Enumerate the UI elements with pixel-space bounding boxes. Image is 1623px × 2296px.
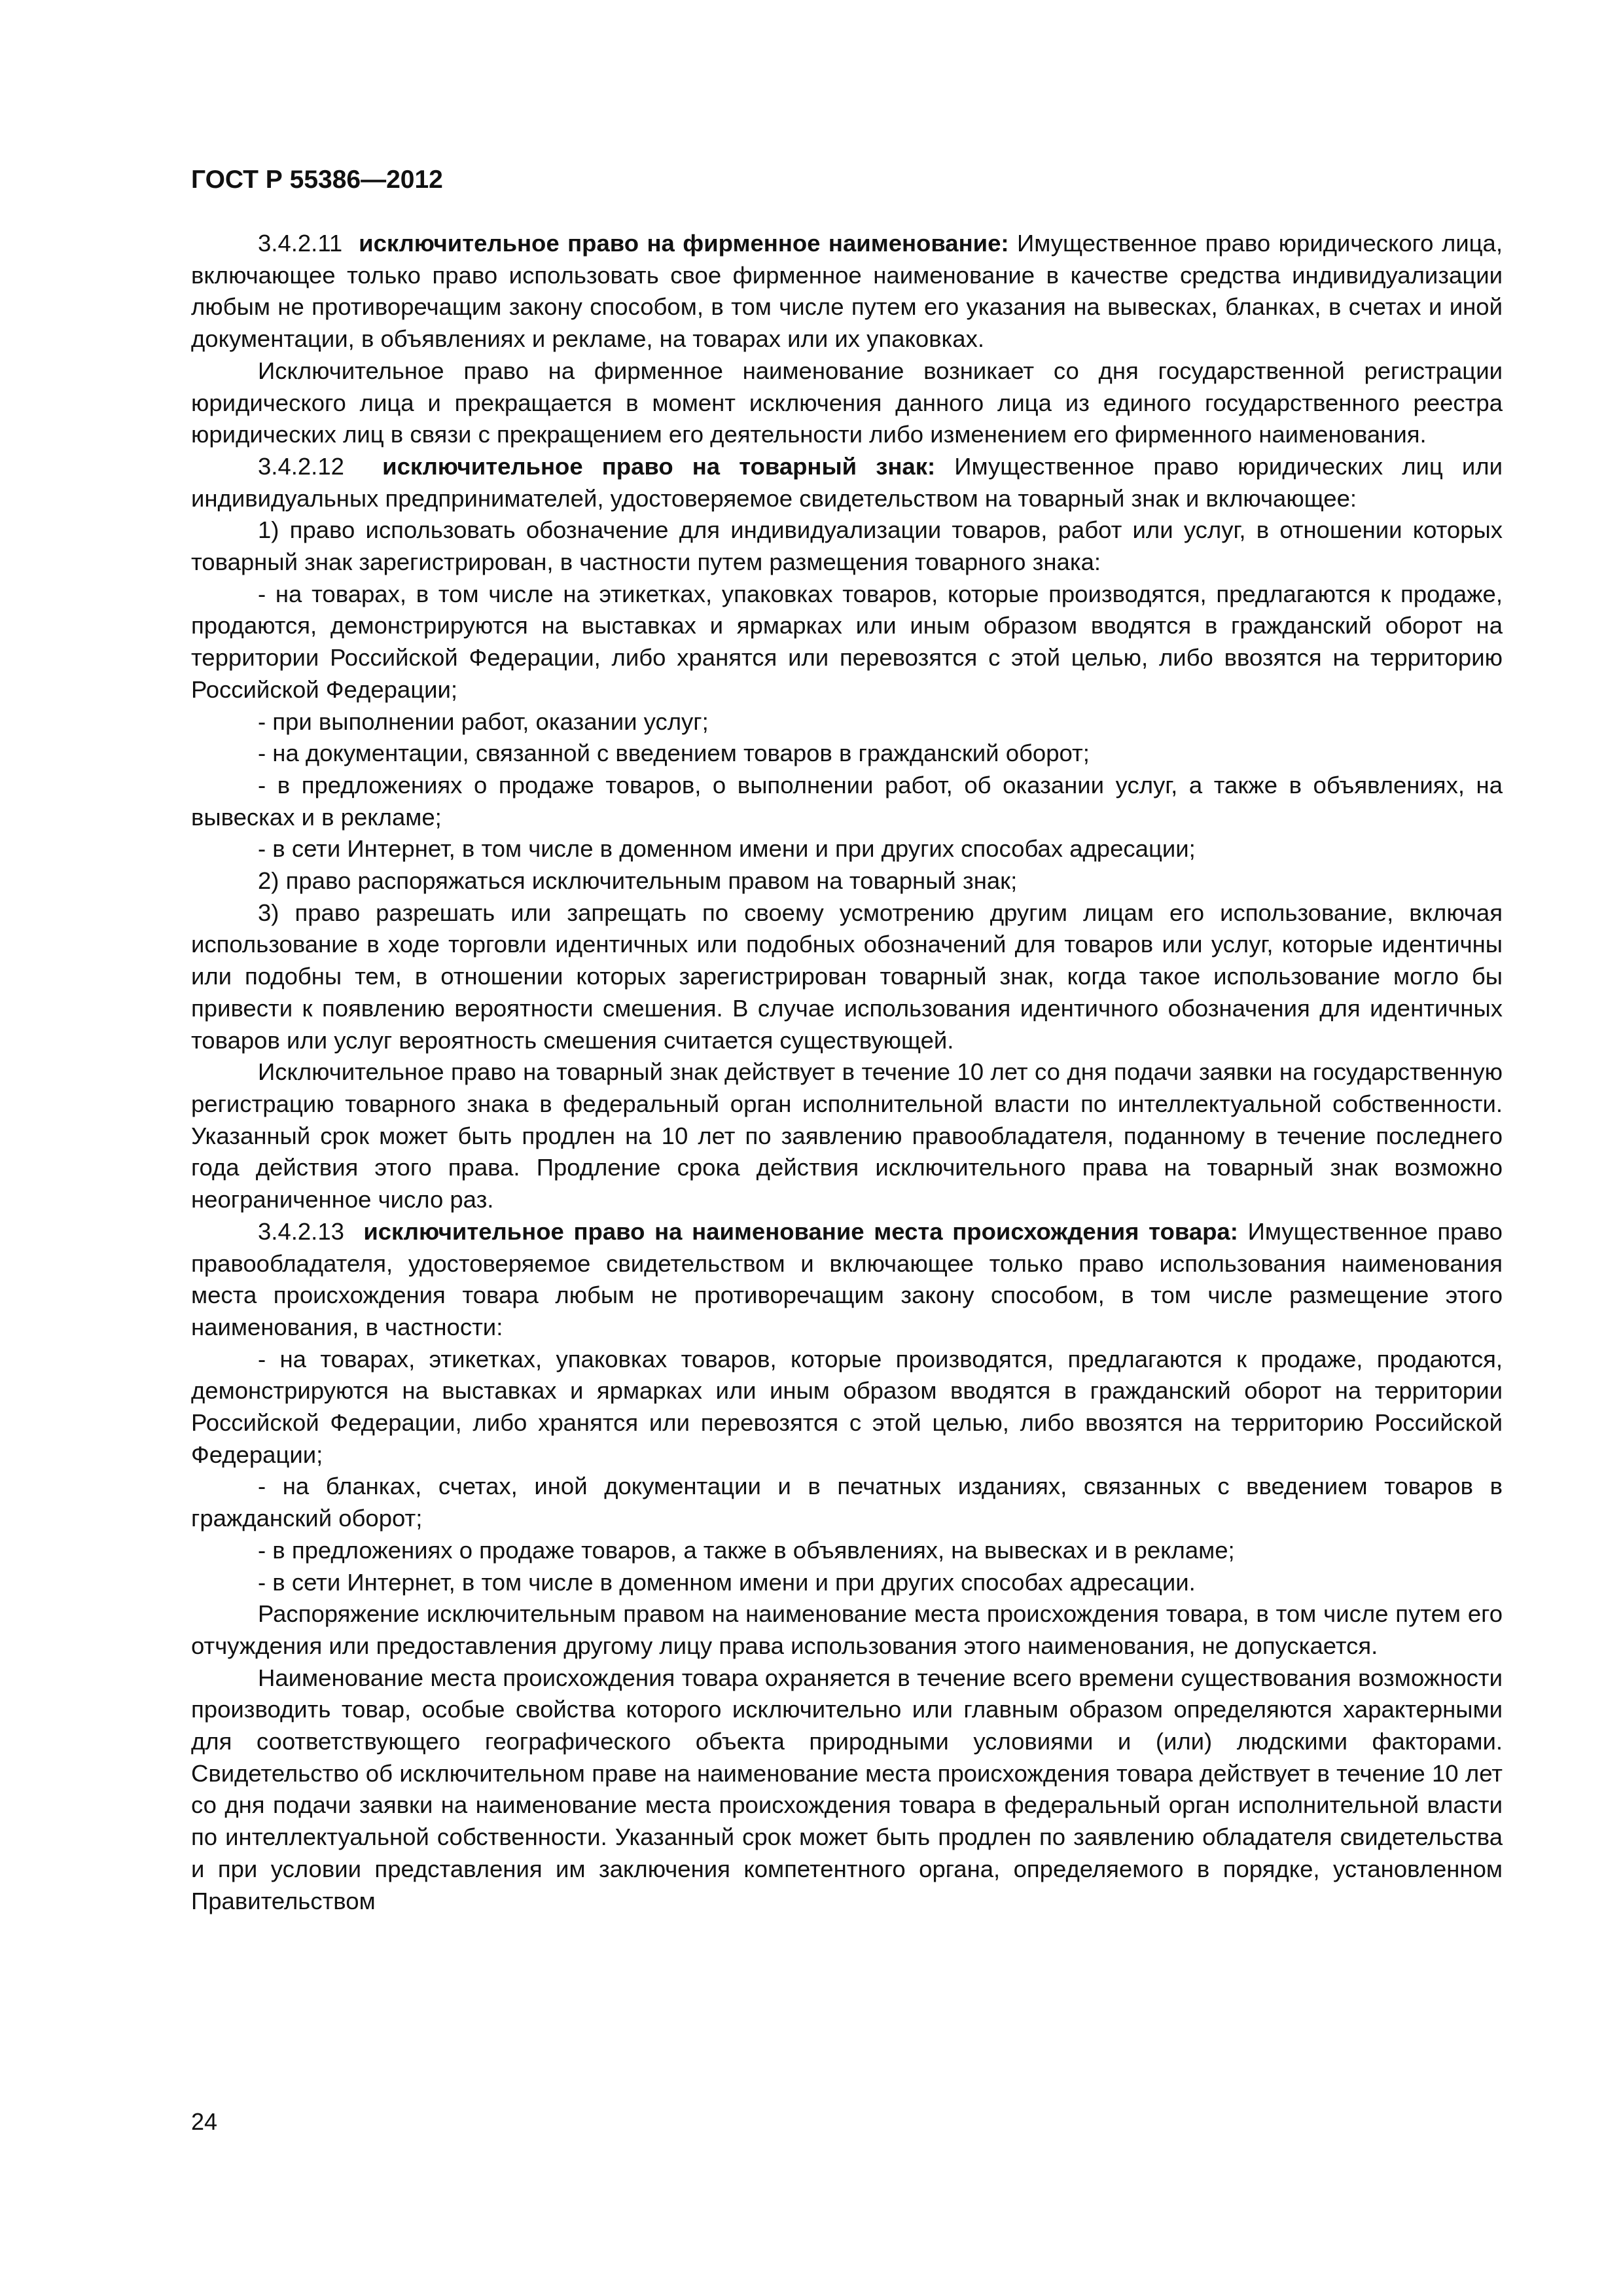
list-item: - на документации, связанной с введением товаров в гражданский оборот; <box>258 740 1090 767</box>
list-item: - на бланках, счетах, иной документации и в печатных изданиях, связанных с введением товаров в гражданский оборот; <box>191 1473 1503 1532</box>
document-body <box>191 228 1503 1917</box>
list-item: - в сети Интернет, в том числе в доменном имени и при других способах адресации. <box>258 1568 1196 1596</box>
document-page <box>191 164 1503 1917</box>
clause-number: 3.4.2.12 <box>258 452 344 480</box>
list-item: 2) право распоряжаться исключительным правом на товарный знак; <box>258 867 1018 895</box>
paragraph: Исключительное право на товарный знак действует в течение 10 лет со дня подачи заявки на государственную регистрацию товарного знака в федеральный орган исполнительной власти по интеллектуальной собственности. Указанный срок может быть продлен на 10 лет по заявлению правообладателя, поданному в течение последнего года действия этого права. Продление срока действия исключительного права на товарный знак возможно неограниченное число раз. <box>191 1058 1503 1213</box>
clause-number: 3.4.2.13 <box>258 1217 344 1245</box>
list-item: - на товарах, этикетках, упаковках товаров, которые производятся, предлагаются к продаже, продаются, демонстрируются на выставках и ярмарках или иным образом вводятся в гражданский оборот на территории Российской Федерации, либо хранятся или перевозятся с этой целью, либо ввозятся на территорию Российской Федерации; <box>191 1345 1503 1468</box>
list-item: - в предложениях о продаже товаров, а также в объявлениях, на вывесках и в рекламе; <box>258 1536 1235 1564</box>
clause-3-4-2-12 <box>191 451 1503 514</box>
list-item: - при выполнении работ, оказании услуг; <box>258 708 709 735</box>
paragraph: Распоряжение исключительным правом на наименование места происхождения товара, в том числе путем его отчуждения или предоставления другому лицу права использования этого наименования, не допускается. <box>191 1600 1503 1659</box>
clause-definition: Имущественное право правообладателя, удостоверяемое свидетельством и включающее только право использования наименования места происхождения товара любым не противоречащим закону способом, в том числе размещение этого наименования, в частности: <box>191 1217 1503 1340</box>
clause-term: исключительное право на наименование места происхождения товара: <box>363 1217 1238 1245</box>
page-number: 24 <box>191 2108 218 2135</box>
clause-3-4-2-11 <box>191 228 1503 355</box>
clause-definition: Имущественное право юридических лиц или индивидуальных предпринимателей, удостоверяемое свидетельством на товарный знак и включающее: <box>191 452 1503 512</box>
clause-definition: Имущественное право юридического лица, включающее только право использовать свое фирменное наименование в качестве средства индивидуализации любым не противоречащим закону способом, в том числе путем его указания на вывесках, бланках, в счетах и иной документации, в объявлениях и рекламе, на товарах или их упаковках. <box>191 230 1503 353</box>
list-item: 3) право разрешать или запрещать по своему усмотрению другим лицам его использование, включая использование в ходе торговли идентичных или подобных обозначений для товаров или услуг, которые идентичны или подобны тем, в отношении которых зарегистрирован товарный знак, когда такое использование могло бы привести к появлению вероятности смешения. В случае использования идентичного обозначения для идентичных товаров или услуг вероятность смешения считается существующей. <box>191 899 1503 1054</box>
list-item: - на товарах, в том числе на этикетках, упаковках товаров, которые производятся, предлагаются к продаже, продаются, демонстрируются на выставках и ярмарках или иным образом вводятся в гражданский оборот на территории Российской Федерации, либо хранятся или перевозятся с этой целью, либо ввозятся на территорию Российской Федерации; <box>191 580 1503 703</box>
clause-term: исключительное право на товарный знак: <box>382 452 936 480</box>
list-item: - в предложениях о продаже товаров, о выполнении работ, об оказании услуг, а также в объявлениях, на вывесках и в рекламе; <box>191 771 1503 831</box>
paragraph: Исключительное право на фирменное наименование возникает со дня государственной регистрации юридического лица и прекращается в момент исключения данного лица из единого государственного реестра юридических лиц в связи с прекращением его деятельности либо изменением его фирменного наименования. <box>191 357 1503 448</box>
document-header-standard-id: ГОСТ Р 55386—2012 <box>191 166 443 194</box>
paragraph: Наименование места происхождения товара охраняется в течение всего времени существования возможности производить товар, особые свойства которого исключительно или главным образом определяются характерными для соответствующего географического объекта природными условиями и (или) людскими факторами. Свидетельство об исключительном праве на наименование места происхождения товара действует в течение 10 лет со дня подачи заявки на наименование места происхождения товара в федеральный орган исполнительной власти по интеллектуальной собственности. Указанный срок может быть продлен по заявлению обладателя свидетельства и при условии представления им заключения компетентного органа, определяемого в порядке, установленном Правительством <box>191 1664 1503 1914</box>
clause-term: исключительное право на фирменное наименование: <box>359 230 1009 257</box>
clause-number: 3.4.2.11 <box>258 230 343 257</box>
clause-3-4-2-13 <box>191 1216 1503 1344</box>
list-item: - в сети Интернет, в том числе в доменном имени и при других способах адресации; <box>258 835 1196 863</box>
list-item: 1) право использовать обозначение для индивидуализации товаров, работ или услуг, в отношении которых товарный знак зарегистрирован, в частности путем размещения товарного знака: <box>191 516 1503 576</box>
